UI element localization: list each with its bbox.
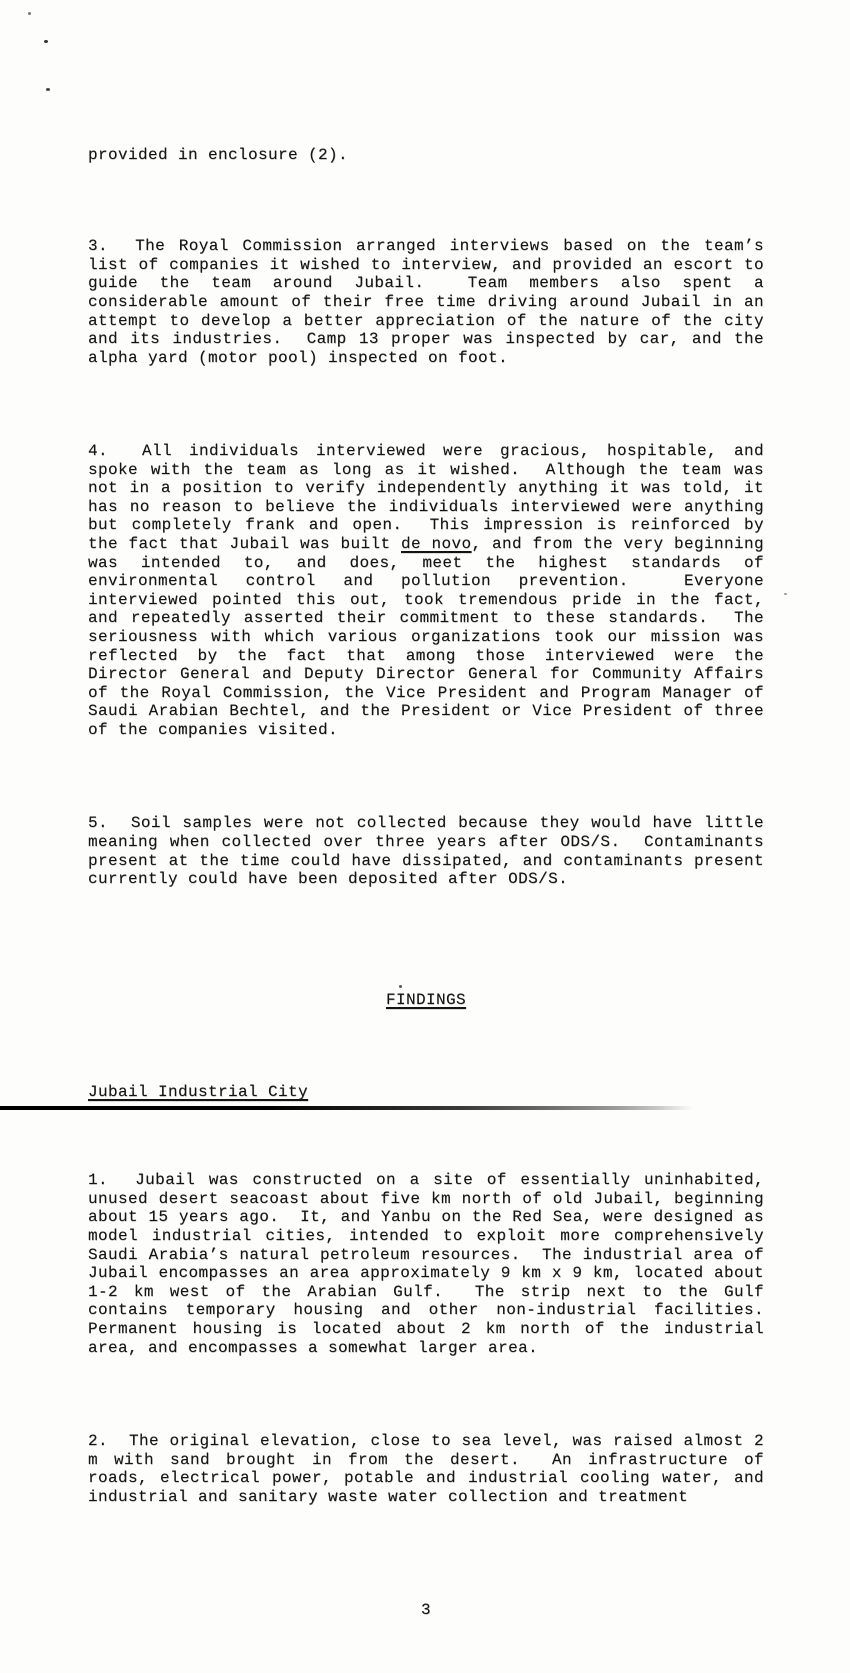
continuation-line: provided in enclosure (2). (88, 145, 349, 164)
scan-speck (28, 12, 31, 15)
finding-paragraph-2: 2. The original elevation, close to sea level, was raised almost 2 m with sand brought in from the desert. An infrastructure of roads, electrical power, potable and industrial cooling water, and industrial and sanitary waste water collection and treatment (88, 1432, 775, 1506)
findings-heading-text: FINDINGS (385, 990, 466, 1009)
scan-speck (46, 88, 50, 91)
paragraph-4-underlined-phrase: de novo (401, 535, 472, 554)
paragraph-4-text-after: , and from the very beginning was intended to, and does, meet the highest standards of environmental control and pollution prevention. Everyone interviewed pointed this out, took tremendous pride in the fact, and repeatedly asserted their commitment to these standards. The seriousness with which various organizations took our mission was reflected by the fact that among those interviewed were the Director General and Deputy Director General for Community Affairs of the Royal Commission, the Vice President and Program Manager of Saudi Arabian Bechtel, and the President or Vice President of three of the companies visited. (88, 535, 775, 739)
findings-heading (88, 991, 764, 1010)
paragraph-4-text-before: 4. All individuals interviewed were gracious, hospitable, and spoke with the team as long as it wished. Although the team was not in a position to verify independently anything it was told, it has no reason to believe the individuals interviewed were anything but completely frank and open. This impression is reinforced by the fact that Jubail was built (88, 442, 775, 554)
scan-speck (399, 985, 402, 988)
paragraph-5: 5. Soil samples were not collected because they would have little meaning when collected over three years after ODS/S. Contaminants present at the time could have dissipated, and contaminants present currently could have been deposited after ODS/S. (88, 814, 775, 889)
scan-speck (44, 40, 48, 43)
document-page (88, 90, 785, 1673)
page-number: 3 (420, 1601, 431, 1620)
paragraph-3: 3. The Royal Commission arranged interviews based on the team’s list of companies it wished to interview, and provided an escort to guide the team around Jubail. Team members also spent a considerable amount of their free time driving around Jubail in an attempt to develop a better appreciation of the nature of the city and its industries. Camp 13 proper was inspected by car, and the alpha yard (motor pool) inspected on foot. (88, 237, 775, 367)
section-heading-text: Jubail Industrial City (88, 1082, 309, 1101)
scan-speck (784, 593, 787, 595)
section-heading-jubail (88, 1083, 764, 1102)
finding-paragraph-1: 1. Jubail was constructed on a site of essentially uninhabited, unused desert seacoast about five km north of old Jubail, beginning about 15 years ago. It, and Yanbu on the Red Sea, were designed as model industrial cities, intended to exploit more comprehensively Saudi Arabia’s natural petroleum resources. The industrial area of Jubail encompasses an area approximately 9 km x 9 km, located about 1-2 km west of the Arabian Gulf. The strip next to the Gulf contains temporary housing and other non-industrial facilities. Permanent housing is located about 2 km north of the industrial area, and encompasses a somewhat larger area. (88, 1171, 785, 1357)
scan-artifact-line (0, 1106, 700, 1110)
paragraph-4 (88, 442, 775, 740)
